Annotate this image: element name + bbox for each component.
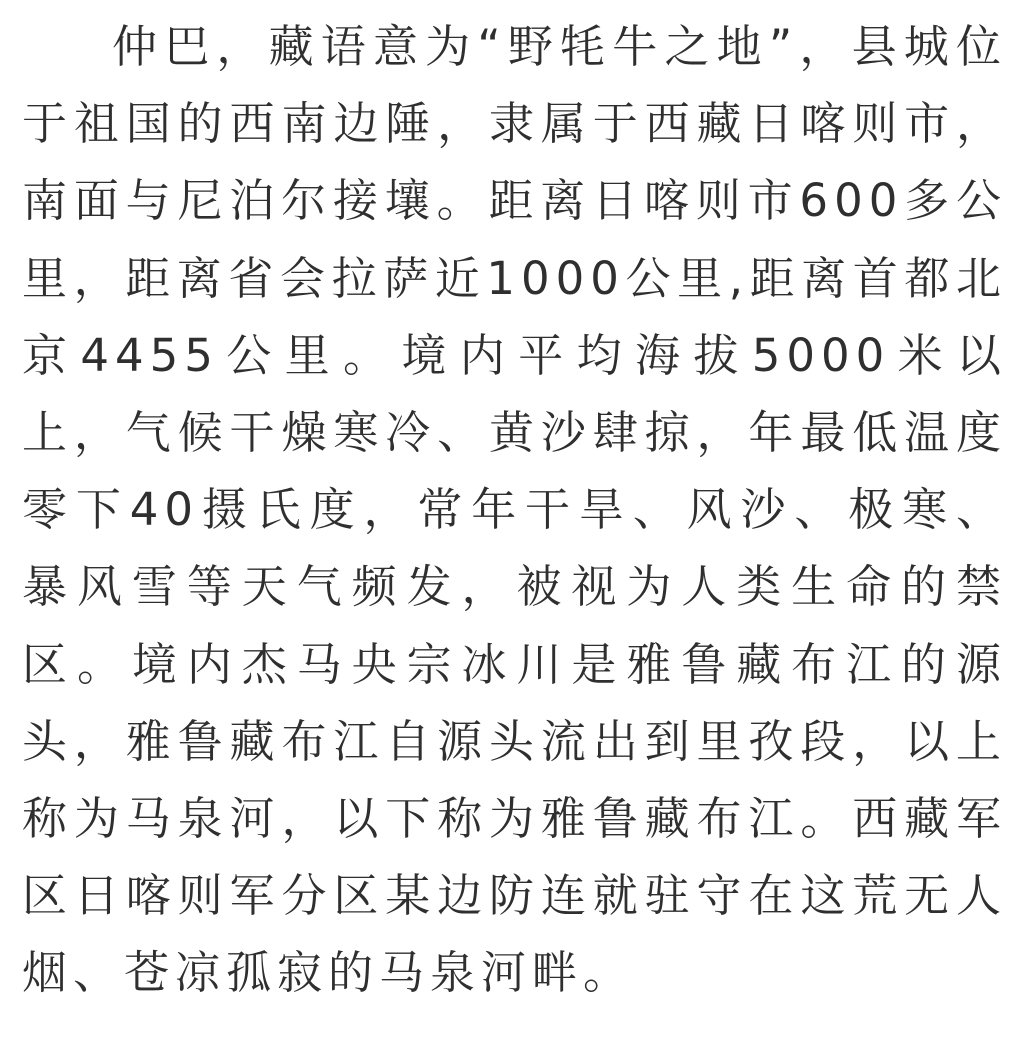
article-paragraph: 仲巴，藏语意为“野牦牛之地”，县城位于祖国的西南边陲，隶属于西藏日喀则市，南面与尼泊尔接壤。距离日喀则市600多公里，距离省会拉萨近1000公里,距离首都北京4455公里。境内平均海拔5000米以上，气候干燥寒冷、黄沙肆掠，年最低温度零下40摄氏度，常年干旱、风沙、极寒、暴风雪等天气频发，被视为人类生命的禁区。境内杰马央宗冰川是雅鲁藏布江的源头，雅鲁藏布江自源头流出到里孜段，以上称为马泉河，以下称为雅鲁藏布江。西藏军区日喀则军分区某边防连就驻守在这荒无人烟、苍凉孤寂的马泉河畔。 <box>22 20 1007 1000</box>
